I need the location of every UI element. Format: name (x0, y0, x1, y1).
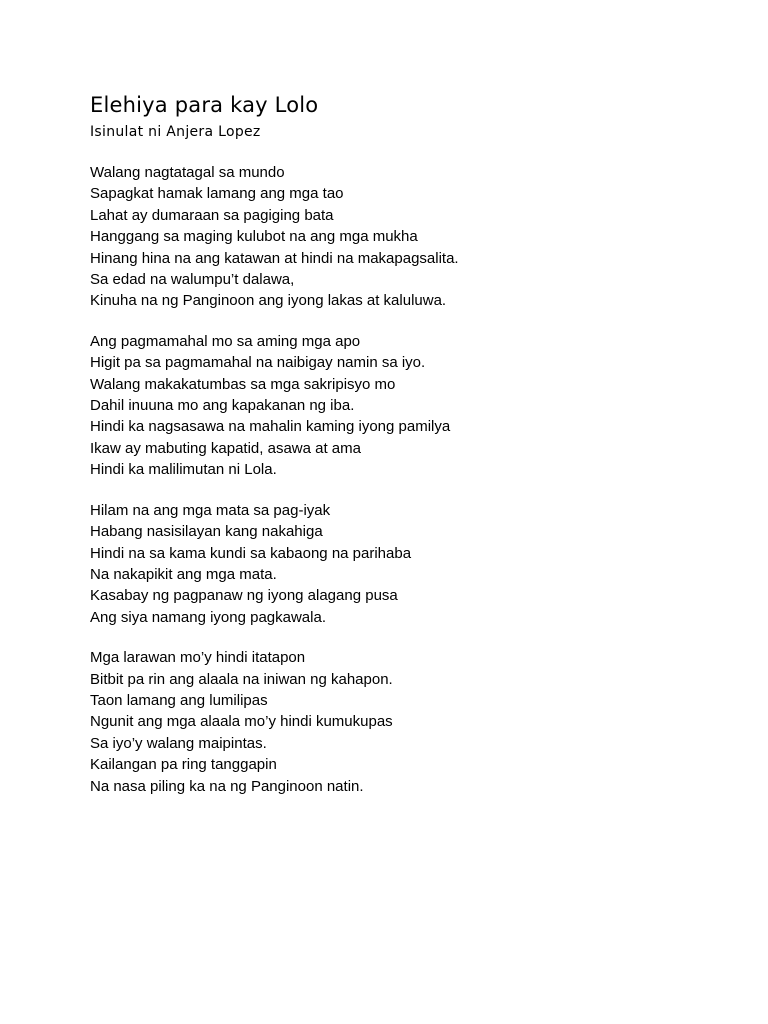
poem-line: Sapagkat hamak lamang ang mga tao (90, 185, 344, 203)
poem-line: Taon lamang ang lumilipas (90, 691, 268, 709)
poem-line: Na nakapikit ang mga mata. (90, 565, 277, 583)
poem-line: Dahil inuuna mo ang kapakanan ng iba. (90, 397, 355, 415)
poem-title: Elehiya para kay Lolo (90, 93, 319, 117)
poem-line: Na nasa piling ka na ng Panginoon natin. (90, 777, 364, 795)
poem-author: Isinulat ni Anjera Lopez (90, 124, 261, 140)
poem-line: Walang nagtatagal sa mundo (90, 164, 285, 181)
poem-line: Hanggang sa maging kulubot na ang mga mukha (90, 228, 418, 246)
poem-line: Kailangan pa ring tanggapin (90, 756, 277, 774)
poem-line: Hindi ka malilimutan ni Lola. (90, 461, 277, 479)
stanza-3 (90, 500, 730, 628)
poem-line: Ngunit ang mga alaala mo’y hindi kumukupas (90, 713, 393, 731)
poem-line: Kinuha na ng Panginoon ang iyong lakas at kaluluwa. (90, 292, 447, 310)
poem-line: Hindi ka nagsasawa na mahalin kaming iyong pamilya (90, 418, 451, 436)
poem-line: Sa edad na walumpu’t dalawa, (90, 271, 295, 289)
poem-line: Ang siya namang iyong pagkawala. (90, 608, 326, 626)
poem-line: Habang nasisilayan kang nakahiga (90, 523, 323, 541)
poem-line: Mga larawan mo’y hindi itatapon (90, 649, 306, 667)
poem-line: Ang pagmamahal mo sa aming mga apo (90, 332, 361, 350)
poem-line: Ikaw ay mabuting kapatid, asawa at ama (90, 439, 361, 457)
poem-line: Kasabay ng pagpanaw ng iyong alagang pusa (90, 587, 398, 605)
poem-line: Hilam na ang mga mata sa pag-iyak (90, 501, 331, 519)
poem-line: Sa iyo’y walang maipintas. (90, 734, 267, 752)
poem-line: Walang makakatumbas sa mga sakripisyo mo (90, 375, 396, 393)
stanza-1 (90, 162, 730, 312)
stanza-4 (90, 647, 730, 797)
poem-line: Lahat ay dumaraan sa pagiging bata (90, 206, 334, 224)
poem-line: Higit pa sa pagmamahal na naibigay namin sa iyo. (90, 354, 426, 372)
poem-line: Hindi na sa kama kundi sa kabaong na parihaba (90, 544, 412, 562)
document-page (90, 88, 730, 797)
stanza-2 (90, 331, 730, 481)
poem-line: Hinang hina na ang katawan at hindi na makapagsalita. (90, 249, 459, 267)
poem-line: Bitbit pa rin ang alaala na iniwan ng kahapon. (90, 670, 393, 688)
